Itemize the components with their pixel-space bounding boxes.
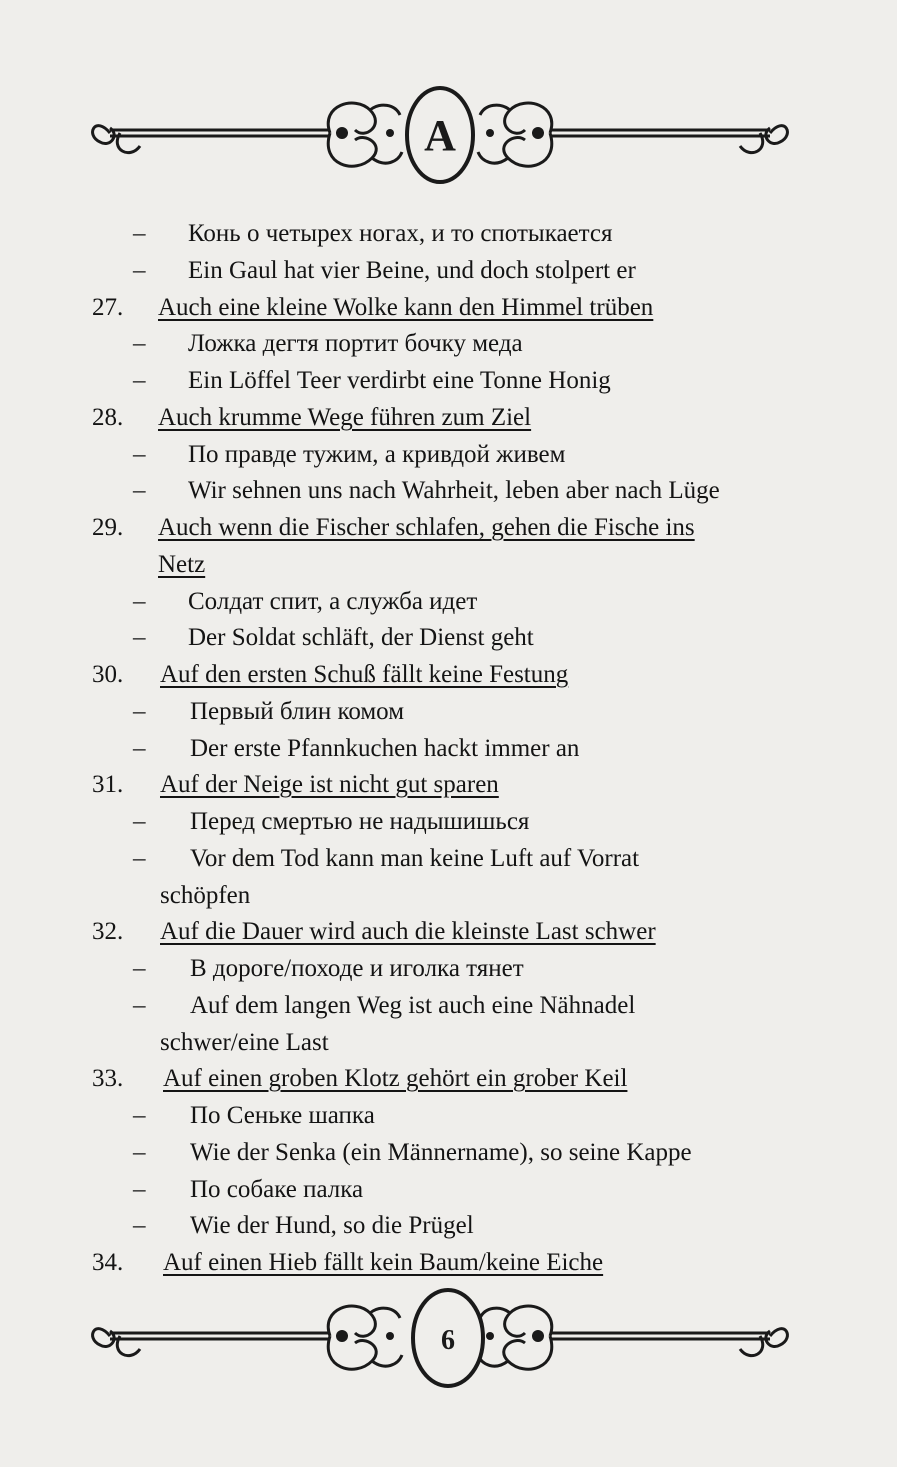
- entry-number: 34.: [92, 1249, 124, 1276]
- dash-marker: –: [133, 808, 146, 835]
- proverb-line: Перед смертью не надышишься: [190, 808, 530, 835]
- proverb-line: По правде тужим, а кривдой живем: [188, 441, 566, 468]
- proverb-line: Wir sehnen uns nach Wahrheit, leben aber nach Lüge: [188, 477, 720, 504]
- entry-number: 30.: [92, 661, 124, 688]
- dash-marker: –: [133, 257, 146, 284]
- proverb-heading: Auf der Neige ist nicht gut sparen: [160, 771, 499, 798]
- section-letter: A: [424, 111, 456, 160]
- proverb-heading: Auch eine kleine Wolke kann den Himmel trüben: [158, 294, 654, 321]
- page-number: 6: [441, 1325, 455, 1356]
- proverb-line: Ложка дегтя портит бочку меда: [188, 330, 523, 357]
- dash-marker: –: [133, 1102, 146, 1129]
- proverb-heading: Netz: [158, 551, 206, 578]
- dash-marker: –: [133, 955, 146, 982]
- entry-number: 31.: [92, 771, 124, 798]
- dash-marker: –: [133, 992, 146, 1019]
- dash-marker: –: [133, 845, 146, 872]
- proverb-line: Солдат спит, а служба идет: [188, 588, 478, 615]
- proverb-line: Wie der Hund, so die Prügel: [190, 1212, 474, 1239]
- dash-marker: –: [133, 1139, 146, 1166]
- entry-number: 32.: [92, 918, 124, 945]
- entry-number: 29.: [92, 514, 124, 541]
- proverb-line: Ein Gaul hat vier Beine, und doch stolpert er: [188, 257, 636, 284]
- proverb-line: schwer/eine Last: [160, 1029, 329, 1056]
- header-ornament: [80, 80, 800, 190]
- proverb-line: Vor dem Tod kann man keine Luft auf Vorrat: [190, 845, 640, 872]
- dash-marker: –: [133, 624, 146, 651]
- proverb-heading: Auf einen groben Klotz gehört ein grober Keil: [163, 1065, 628, 1092]
- proverb-line: Auf dem langen Weg ist auch eine Nähnadel: [190, 992, 636, 1019]
- proverb-line: Первый блин комом: [190, 698, 405, 725]
- entry-number: 33.: [92, 1065, 124, 1092]
- dash-marker: –: [133, 220, 146, 247]
- proverb-line: По Сеньке шапка: [190, 1102, 375, 1129]
- dash-marker: –: [133, 441, 146, 468]
- proverb-line: По собаке палка: [190, 1176, 364, 1203]
- proverb-line: Der Soldat schläft, der Dienst geht: [188, 624, 534, 651]
- footer-ornament: [80, 1283, 800, 1393]
- flourish-ornament-icon: [80, 1283, 800, 1393]
- proverb-line: schöpfen: [160, 882, 251, 909]
- proverb-heading: Auch krumme Wege führen zum Ziel: [158, 404, 532, 431]
- dash-marker: –: [133, 367, 146, 394]
- entry-number: 27.: [92, 294, 124, 321]
- dash-marker: –: [133, 698, 146, 725]
- proverb-line: Конь о четырех ногах, и то спотыкается: [188, 220, 613, 247]
- proverb-line: В дороге/походе и иголка тянет: [190, 955, 524, 982]
- dash-marker: –: [133, 477, 146, 504]
- dash-marker: –: [133, 735, 146, 762]
- dash-marker: –: [133, 588, 146, 615]
- proverb-heading: Auf die Dauer wird auch die kleinste Last schwer: [160, 918, 656, 945]
- proverb-line: Wie der Senka (ein Männername), so seine Kappe: [190, 1139, 692, 1166]
- proverb-heading: Auf den ersten Schuß fällt keine Festung: [160, 661, 569, 688]
- entry-number: 28.: [92, 404, 124, 431]
- dash-marker: –: [133, 1212, 146, 1239]
- proverb-line: Der erste Pfannkuchen hackt immer an: [190, 735, 580, 762]
- proverb-line: Ein Löffel Teer verdirbt eine Tonne Honig: [188, 367, 611, 394]
- dash-marker: –: [133, 330, 146, 357]
- flourish-ornament-icon: [80, 80, 800, 190]
- proverb-heading: Auf einen Hieb fällt kein Baum/keine Eiche: [163, 1249, 604, 1276]
- proverb-heading: Auch wenn die Fischer schlafen, gehen die Fische ins: [158, 514, 695, 541]
- dash-marker: –: [133, 1176, 146, 1203]
